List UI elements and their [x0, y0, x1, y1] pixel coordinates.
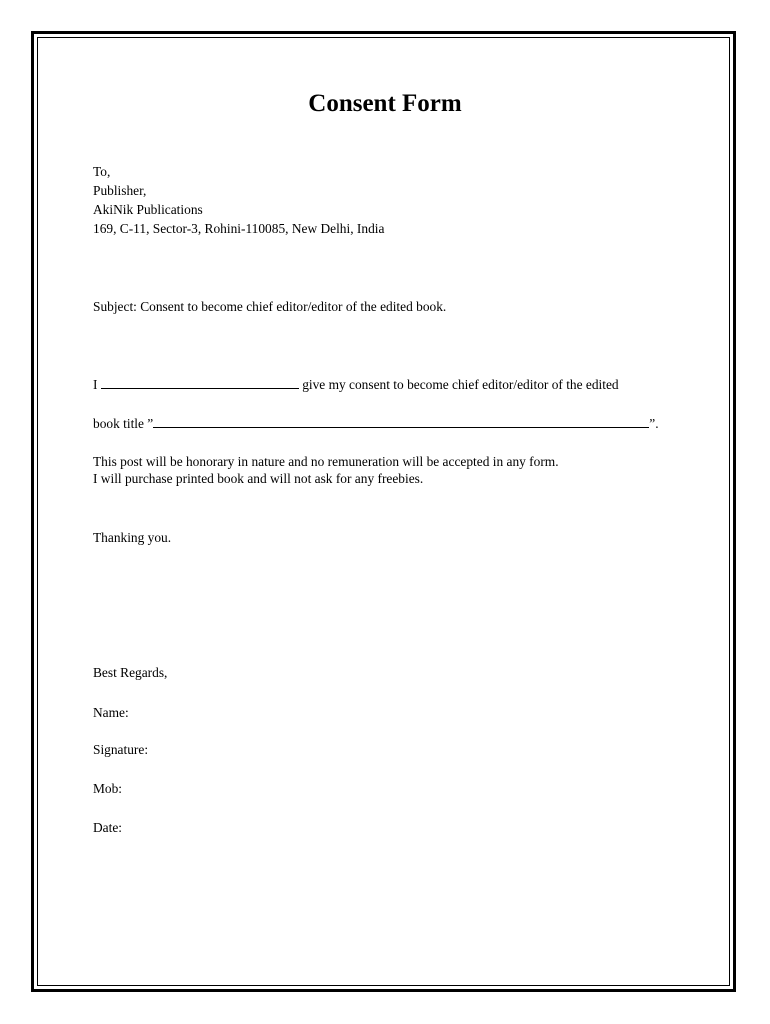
- signature-label: Signature:: [93, 742, 149, 757]
- address-to: To,: [93, 164, 111, 179]
- consent-middle: give my consent to become chief editor/editor of the edited: [302, 377, 619, 392]
- page-title: Consent Form: [308, 90, 462, 117]
- address-recipient: Publisher,: [93, 183, 147, 198]
- name-blank[interactable]: [101, 377, 299, 389]
- consent-line: [93, 377, 619, 391]
- book-title-line: [93, 416, 659, 430]
- terms-line-2: I will purchase printed book and will not ask for any freebies.: [93, 471, 424, 486]
- book-title-prefix: book title ”: [93, 416, 154, 431]
- subject-line: Subject: Consent to become chief editor/editor of the edited book.: [93, 299, 447, 314]
- date-label: Date:: [93, 820, 122, 835]
- terms-line-1: This post will be honorary in nature and no remuneration will be accepted in any form.: [93, 454, 559, 469]
- name-label: Name:: [93, 705, 129, 720]
- best-regards: Best Regards,: [93, 665, 168, 680]
- address-street: 169, C-11, Sector-3, Rohini-110085, New Delhi, India: [93, 221, 385, 236]
- book-title-blank[interactable]: [153, 416, 649, 428]
- page-border-inner: [37, 37, 730, 986]
- address-company: AkiNik Publications: [93, 202, 203, 217]
- mob-label: Mob:: [93, 781, 123, 796]
- consent-prefix: I: [93, 377, 98, 392]
- closing-text: Thanking you.: [93, 530, 172, 545]
- book-title-suffix: ”.: [649, 416, 659, 431]
